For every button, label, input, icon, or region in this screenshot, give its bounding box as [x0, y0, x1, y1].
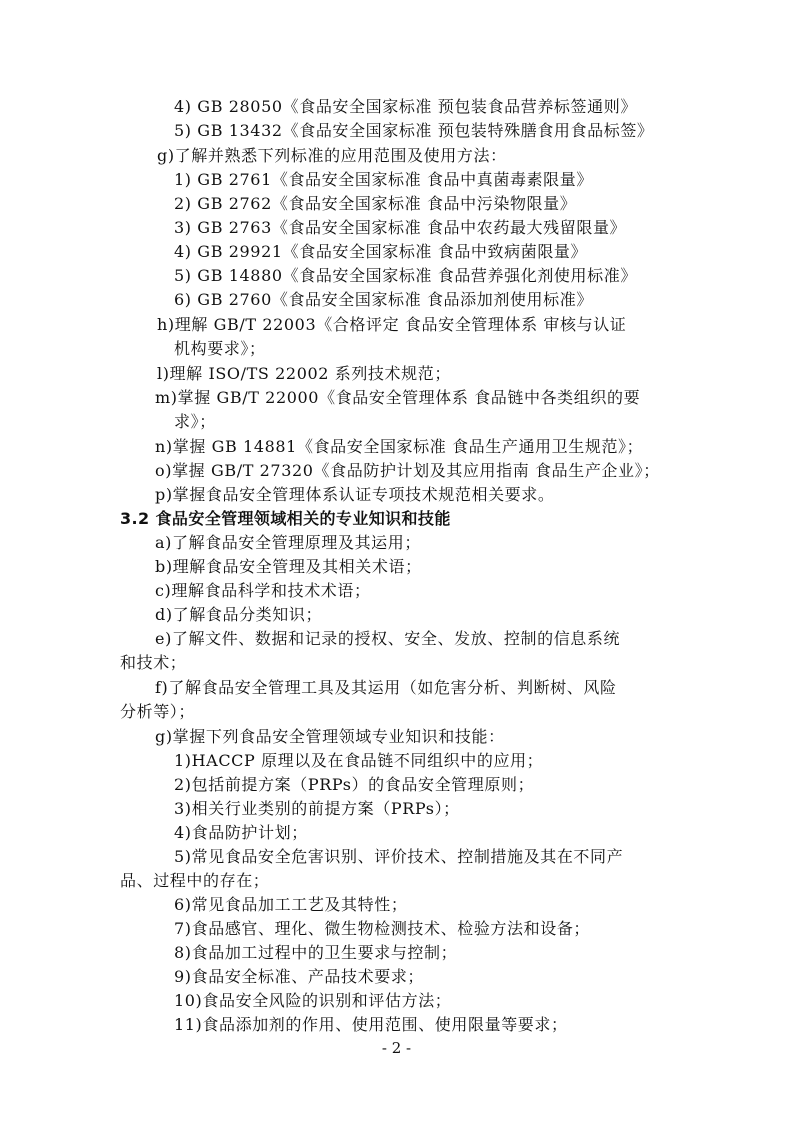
text-line: 分析等）；	[120, 702, 196, 721]
text-line: 5) GB 13432《食品安全国家标准 预包装特殊膳食用食品标签》	[174, 121, 654, 140]
text-line: g)掌握下列食品安全管理领域专业知识和技能：	[155, 727, 505, 746]
text-line: l)理解 ISO/TS 22002 系列技术规范；	[157, 364, 451, 383]
text-line: 3) GB 2763《食品安全国家标准 食品中农药最大残留限量》	[174, 218, 627, 237]
text-line: 1)HACCP 原理以及在食品链不同组织中的应用；	[174, 751, 544, 770]
text-line: g)了解并熟悉下列标准的应用范围及使用方法：	[157, 146, 507, 165]
text-line: 机构要求》；	[174, 339, 266, 358]
text-line: 6) GB 2760《食品安全国家标准 食品添加剂使用标准》	[174, 290, 593, 309]
text-line: 9)食品安全标准、产品技术要求；	[174, 967, 425, 986]
text-line: m)掌握 GB/T 22000《食品安全管理体系 食品链中各类组织的要	[155, 388, 641, 407]
text-line: 2) GB 2762《食品安全国家标准 食品中污染物限量》	[174, 194, 577, 213]
text-line: 7)食品感官、理化、微生物检测技术、检验方法和设备；	[174, 919, 591, 938]
text-line: 6)常见食品加工工艺及其特性；	[174, 895, 408, 914]
text-line: 11)食品添加剂的作用、使用范围、使用限量等要求；	[174, 1015, 568, 1034]
text-line: 1) GB 2761《食品安全国家标准 食品中真菌毒素限量》	[174, 170, 593, 189]
text-line: 8)食品加工过程中的卫生要求与控制；	[174, 943, 458, 962]
text-line: d)了解食品分类知识；	[155, 605, 323, 624]
text-line: 4) GB 28050《食品安全国家标准 预包装食品营养标签通则》	[174, 97, 637, 116]
text-line: f)了解食品安全管理工具及其运用（如危害分析、判断树、风险	[155, 678, 617, 697]
text-line: 4)食品防护计划；	[174, 823, 308, 842]
text-line: h)理解 GB/T 22003《合格评定 食品安全管理体系 审核与认证	[157, 315, 627, 334]
text-line: o)掌握 GB/T 27320《食品防护计划及其应用指南 食品生产企业》；	[155, 461, 660, 480]
text-line: 3)相关行业类别的前提方案（PRPs）；	[174, 799, 460, 818]
text-line: n)掌握 GB 14881《食品安全国家标准 食品生产通用卫生规范》；	[155, 437, 644, 456]
text-line: e)了解文件、数据和记录的授权、安全、发放、控制的信息系统	[155, 629, 621, 648]
text-line: 10)食品安全风险的识别和评估方法；	[174, 991, 452, 1010]
page-number: - 2 -	[381, 1039, 412, 1057]
text-line: a)了解食品安全管理原理及其运用；	[155, 533, 421, 552]
text-line: 2)包括前提方案（PRPs）的食品安全管理原则；	[174, 775, 535, 794]
text-line: 和技术；	[120, 653, 187, 672]
text-line: 4) GB 29921《食品安全国家标准 食品中致病菌限量》	[174, 242, 588, 261]
text-line: c)理解食品科学和技术术语；	[155, 581, 371, 600]
section-heading: 3.2 食品安全管理领域相关的专业知识和技能	[120, 509, 451, 528]
text-line: p)掌握食品安全管理体系认证专项技术规范相关要求。	[155, 485, 555, 504]
text-line: 品、过程中的存在；	[120, 871, 270, 890]
text-line: 求》；	[174, 412, 216, 431]
text-line: b)理解食品安全管理及其相关术语；	[155, 557, 422, 576]
text-line: 5) GB 14880《食品安全国家标准 食品营养强化剂使用标准》	[174, 266, 637, 285]
text-line: 5)常见食品安全危害识别、评价技术、控制措施及其在不同产	[174, 847, 624, 866]
